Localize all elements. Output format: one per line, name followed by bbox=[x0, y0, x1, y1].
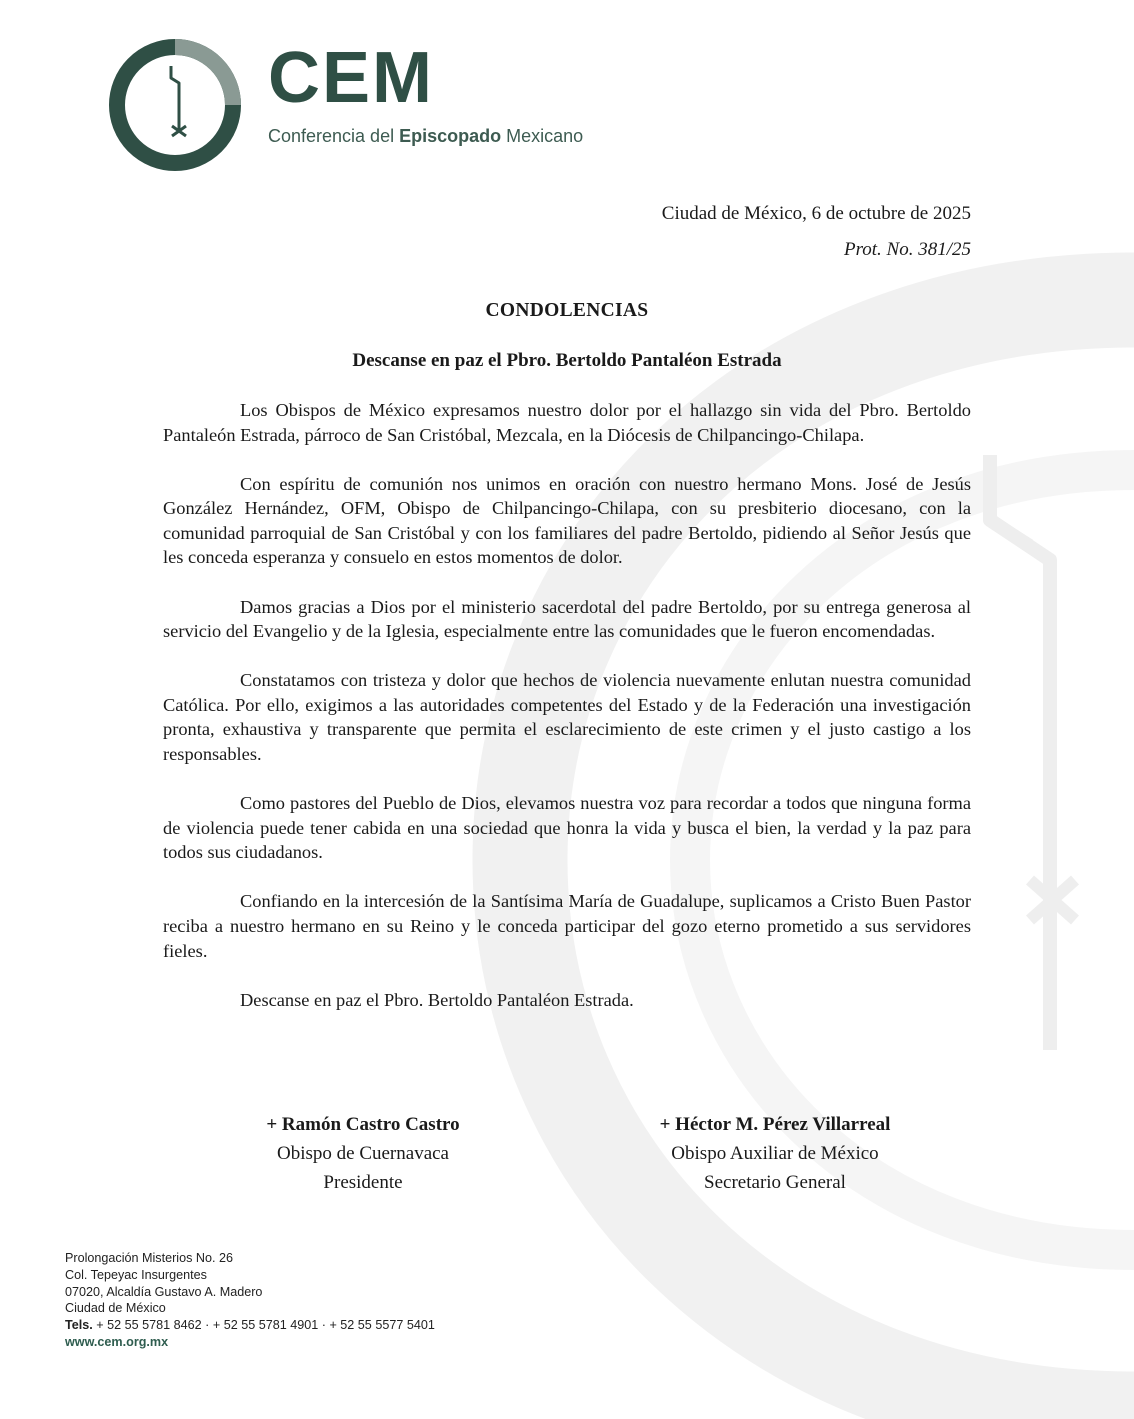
signer-role: Obispo Auxiliar de México bbox=[671, 1143, 879, 1164]
address-line: Col. Tepeyac Insurgentes bbox=[65, 1267, 207, 1282]
paragraph: Como pastores del Pueblo de Dios, elevamos nuestra voz para recordar a todos que ninguna forma de violencia puede tener cabida en una sociedad que honra la vida y busca el bien, la verdad y la paz para todos sus ciudadanos. bbox=[163, 793, 971, 863]
phone-label: Tels. bbox=[65, 1318, 93, 1333]
signer-name: + Ramón Castro Castro bbox=[266, 1114, 460, 1135]
signer-name: + Héctor M. Pérez Villarreal bbox=[659, 1114, 891, 1135]
logo-organization-name: Conferencia del Episcopado Mexicano bbox=[268, 126, 584, 146]
letter-body bbox=[163, 398, 971, 1037]
paragraph: Los Obispos de México expresamos nuestro dolor por el hallazgo sin vida del Pbro. Bertoldo Pantaleón Estrada, párroco de San Cristóbal, Mezcala, en la Diócesis de Chilpancingo-Chilapa. bbox=[163, 400, 971, 445]
signature-president bbox=[213, 1110, 513, 1197]
phone-numbers: + 52 55 5781 8462 · + 52 55 5781 4901 · + 52 55 5577 5401 bbox=[92, 1318, 435, 1333]
address-line: Ciudad de México bbox=[65, 1301, 166, 1316]
paragraph: Confiando en la intercesión de la Santísima María de Guadalupe, suplicamos a Cristo Buen Pastor reciba a nuestro hermano en su Reino y le conceda participar del gozo eterno prometido a sus servidores fieles. bbox=[163, 891, 971, 961]
document-subtitle: Descanse en paz el Pbro. Bertoldo Pantaléon Estrada bbox=[352, 350, 782, 371]
paragraph: Constatamos con tristeza y dolor que hechos de violencia nuevamente enlutan nuestra comunidad Católica. Por ello, exigimos a las autoridades competentes del Estado y de la Federación una investigación pronta, exhaustiva y transparente que permita el esclarecimiento de este crimen y el justo castigo a los responsables. bbox=[163, 670, 971, 765]
protocol-number: Prot. No. 381/25 bbox=[843, 239, 971, 261]
cem-logo bbox=[108, 38, 628, 173]
footer-contact bbox=[65, 1250, 435, 1351]
closing-line: Descanse en paz el Pbro. Bertoldo Pantaléon Estrada. bbox=[240, 989, 634, 1010]
phone-line bbox=[65, 1317, 435, 1334]
signer-position: Presidente bbox=[323, 1172, 403, 1193]
signature-secretary bbox=[615, 1110, 935, 1197]
paragraph: Con espíritu de comunión nos unimos en oración con nuestro hermano Mons. José de Jesús González Hernández, OFM, Obispo de Chilpancingo-Chilapa, con su presbiterio diocesano, con la comunidad parroquial de San Cristóbal y con los familiares del padre Bertoldo, pidiendo al Señor Jesús que les conceda esperanza y consuelo en estos momentos de dolor. bbox=[163, 473, 971, 568]
signer-position: Secretario General bbox=[704, 1172, 846, 1193]
address-line: Prolongación Misterios No. 26 bbox=[65, 1251, 233, 1265]
document-title: CONDOLENCIAS bbox=[485, 300, 649, 321]
date-location: Ciudad de México, 6 de octubre de 2025 bbox=[661, 203, 971, 224]
logo-wordmark: CEM bbox=[268, 38, 434, 118]
address-line: 07020, Alcaldía Gustavo A. Madero bbox=[65, 1284, 263, 1299]
cem-emblem-icon bbox=[108, 38, 242, 172]
signer-role: Obispo de Cuernavaca bbox=[277, 1143, 449, 1164]
website-link[interactable]: www.cem.org.mx bbox=[65, 1334, 169, 1349]
paragraph: Damos gracias a Dios por el ministerio sacerdotal del padre Bertoldo, por su entrega generosa al servicio del Evangelio y de la Iglesia, especialmente entre las comunidades que le fueron encomendadas. bbox=[163, 596, 971, 642]
dateline-block bbox=[662, 196, 971, 268]
